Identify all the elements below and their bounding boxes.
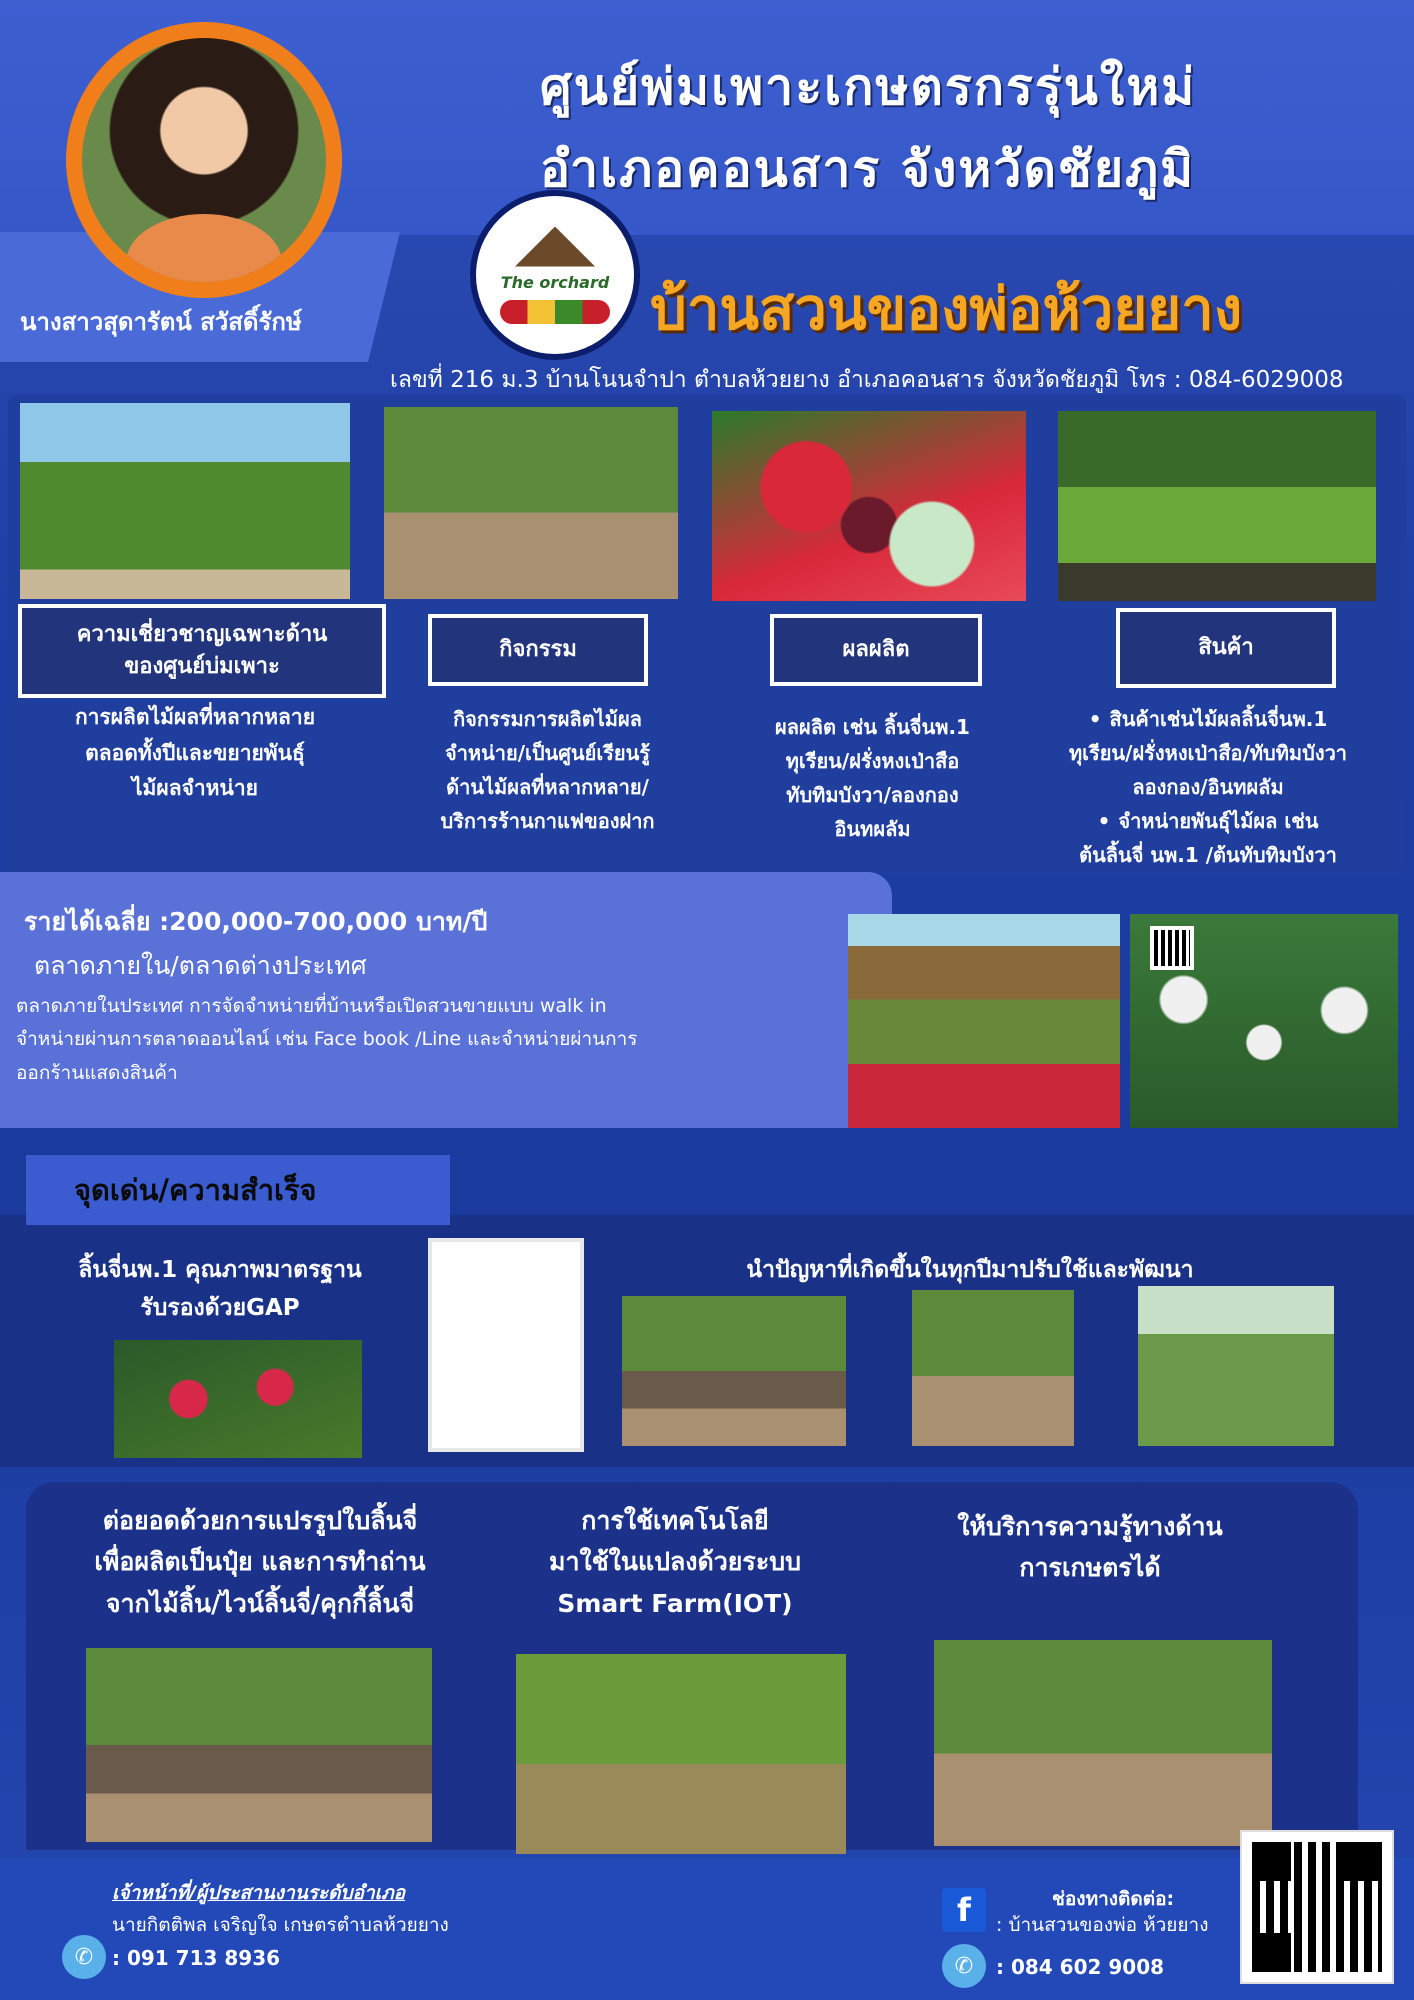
photo-lychee (114, 1340, 362, 1458)
photo-bagging (1138, 1286, 1334, 1446)
address: เลขที่ 216 ม.3 บ้านโนนจำปา ตำบลห้วยยาง อำเภอคอนสาร จังหวัดชัยภูมิ โทร : 084-6029008 (390, 367, 1344, 393)
qr-code[interactable] (1240, 1830, 1394, 1984)
photo-products (1058, 411, 1376, 601)
products-bullet-2: • จำหน่ายพันธุ์ไม้ผล เช่น ต้นลิ้นจี่ นพ.1 /ต้นทับทิมบังวา (1079, 809, 1337, 867)
facebook-icon[interactable]: f (942, 1888, 986, 1932)
products-list (1018, 702, 1398, 872)
label-activity: กิจกรรม (428, 614, 648, 686)
orchard-logo (470, 190, 640, 360)
label-produce: ผลผลิต (770, 614, 982, 686)
contact-heading: ช่องทางติดต่อ: (1052, 1888, 1175, 1910)
expertise-text: การผลิตไม้ผลที่หลากหลาย ตลอดทั้งปีและขยายพันธุ์ ไม้ผลจำหน่าย (74, 705, 316, 801)
photo-training (622, 1296, 846, 1446)
contact-phone-icon: ✆ (942, 1944, 986, 1988)
page-title-line2: อำเภอคอนสาร จังหวัดชัยภูมิ (540, 140, 1196, 198)
produce-text: ผลผลิต เช่น ลิ้นจี่นพ.1 ทุเรียน/ฝรั่งหงเป่าสือ ทับทิมบังวา/ลองกอง อินทผลัม (775, 715, 970, 841)
officer-phone[interactable]: : 091 713 8936 (112, 1946, 281, 1970)
person-name: นางสาวสุดารัตน์ สวัสดิ์รักษ์ (20, 308, 302, 336)
logo-roof-icon (515, 227, 595, 267)
market-text: ตลาดภายในประเทศ การจัดจำหน่ายที่บ้านหรือเปิดสวนขายแบบ walk in จำหน่ายผ่านการตลาดออนไลน์ เช่น Face book /Line และจำหน่ายผ่านการ ออกร้านแสดงสินค้า (16, 995, 638, 1084)
smart-farm-text: การใช้เทคโนโลยี มาใช้ในแปลงด้วยระบบ Smart Farm(IOT) (548, 1506, 801, 1618)
photo-produce (712, 411, 1026, 601)
highlight-tab: จุดเด่น/ความสำเร็จ (26, 1155, 450, 1225)
phone-icon: ✆ (62, 1935, 106, 1979)
activity-text: กิจกรรมการผลิตไม้ผล จำหน่าย/เป็นศูนย์เรียนรู้ ด้านไม้ผลที่หลากหลาย/ บริการร้านกาแฟของฝาก (440, 707, 655, 833)
processing-text: ต่อยอดด้วยการแปรรูปใบลิ้นจี่ เพื่อผลิตเป็นปุ๋ย และการทำถ่าน จากไม้ลิ้น/ไวน์ลิ้นจี่/คุกกี้ลิ้นจี่ (94, 1506, 426, 1618)
photo-gap-certificate (428, 1238, 584, 1452)
market-heading: ตลาดภายใน/ตลาดต่างประเทศ (34, 951, 367, 980)
problem-text: นำปัญหาที่เกิดขึ้นในทุกปีมาปรับใช้และพัฒนา (746, 1257, 1194, 1283)
facebook-page[interactable]: : บ้านสวนของพ่อ ห้วยยาง (996, 1914, 1209, 1936)
gap-text: ลิ้นจี่นพ.1 คุณภาพมาตรฐาน รับรองด้วยGAP (78, 1257, 362, 1321)
logo-text: The orchard (500, 272, 610, 292)
photo-knowledge-service (934, 1640, 1272, 1846)
photo-field-visit (912, 1290, 1074, 1446)
officer-heading: เจ้าหน้าที่/ผู้ประสานงานระดับอำเภอ (112, 1882, 406, 1904)
contact-phone[interactable]: : 084 602 9008 (996, 1955, 1165, 1979)
avatar (66, 22, 342, 298)
photo-activity (384, 407, 678, 599)
label-expertise: ความเชี่ยวชาญเฉพาะด้าน ของศูนย์บ่มเพาะ (18, 604, 386, 698)
orchard-name: บ้านสวนของพ่อห้วยยาง (650, 275, 1243, 343)
photo-smart-farm (516, 1654, 846, 1854)
photo-group (86, 1648, 432, 1842)
avatar-photo (82, 38, 326, 282)
page-title-line1: ศูนย์พ่มเพาะเกษตรกรรุ่นใหม่ (540, 58, 1197, 116)
income-title: รายได้เฉลี่ย :200,000-700,000 บาท/ปี (24, 907, 488, 936)
photo-orchard (20, 403, 350, 599)
officer-name: นายกิตติพล เจริญใจ เกษตรตำบลห้วยยาง (112, 1914, 449, 1936)
stall-qr-icon (1150, 926, 1194, 970)
logo-fruits-icon (500, 300, 610, 324)
photo-stall (848, 914, 1120, 1128)
service-text: ให้บริการความรู้ทางด้าน การเกษตรได้ (957, 1512, 1223, 1583)
label-products: สินค้า (1116, 608, 1336, 688)
products-bullet-1: • สินค้าเช่นไม้ผลลิ้นจี่นพ.1 ทุเรียน/ฝรั่งหงเป่าสือ/ทับทิมบังวา ลองกอง/อินทผลัม (1068, 707, 1348, 799)
